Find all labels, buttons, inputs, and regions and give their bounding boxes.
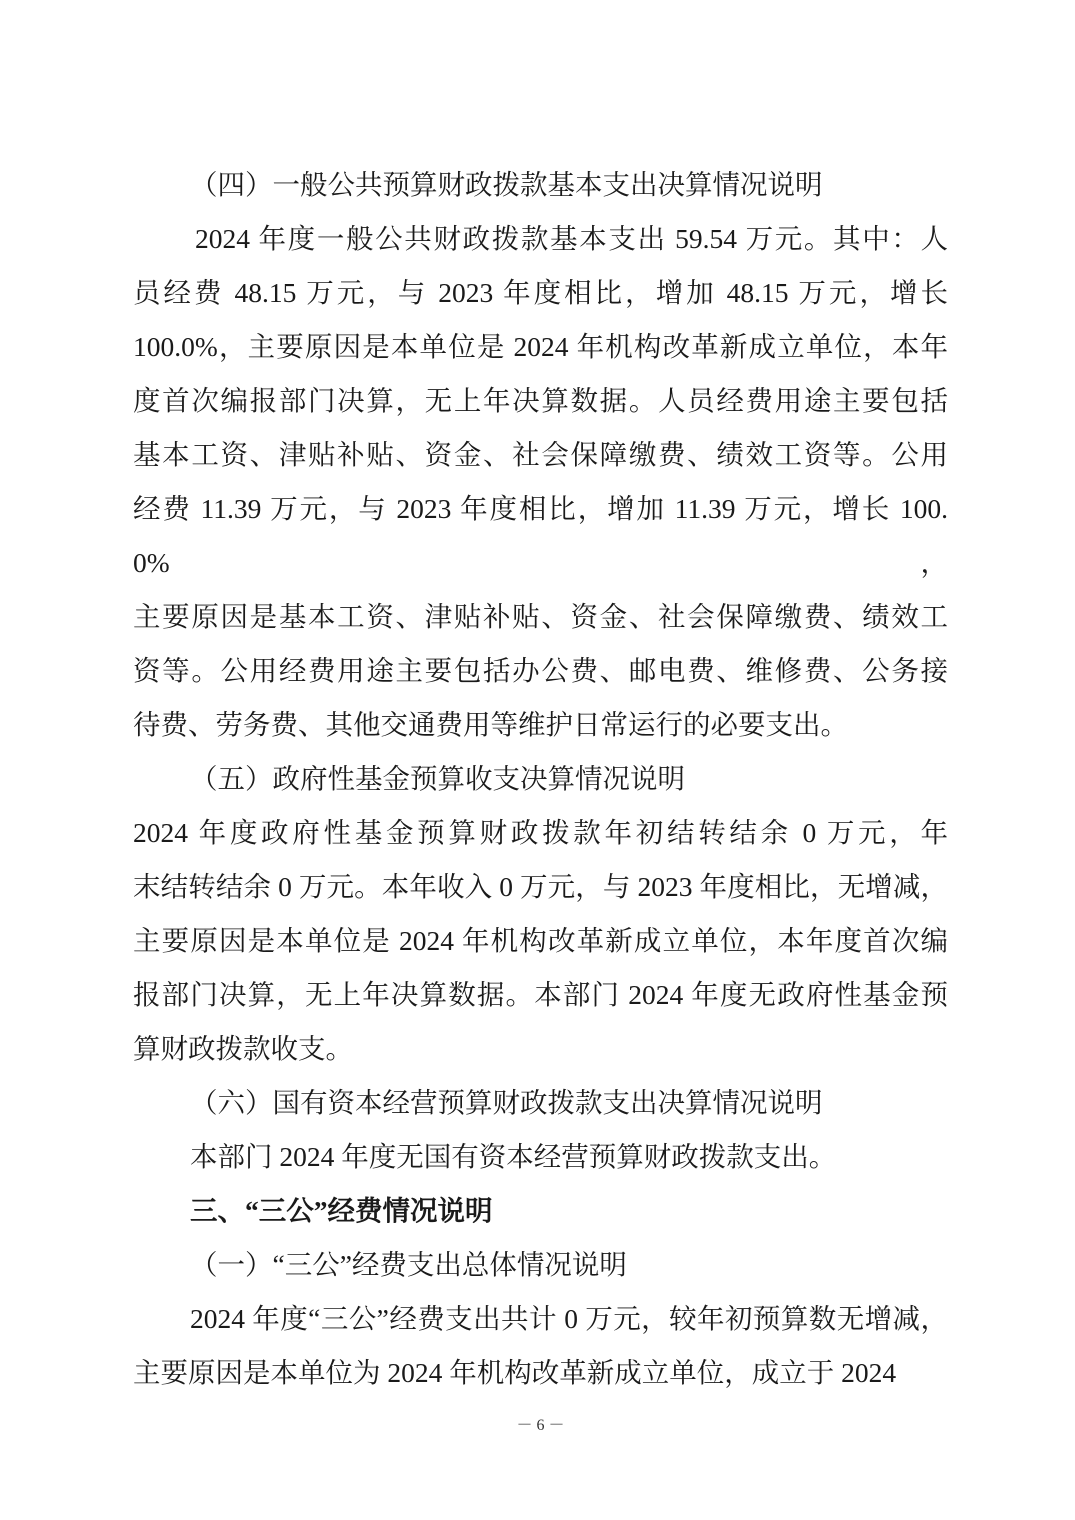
- paragraph-line: 待费、劳务费、其他交通费用等维护日常运行的必要支出。: [133, 709, 848, 740]
- paragraph-line: 末结转结余 0 万元。本年收入 0 万元，与 2023 年度相比，无增减，: [133, 871, 948, 902]
- section-heading: （一）“三公”经费支出总体情况说明: [190, 1249, 627, 1280]
- paragraph-line: 报部门决算，无上年决算数据。本部门 2024 年度无政府性基金预: [133, 979, 948, 1010]
- paragraph-line: 2024 年度“三公”经费支出共计 0 万元，较年初预算数无增减，: [190, 1303, 948, 1334]
- paragraph-line: 度首次编报部门决算，无上年决算数据。人员经费用途主要包括: [133, 385, 948, 416]
- paragraph-line: 主要原因是本单位为 2024 年机构改革新成立单位，成立于 2024: [133, 1357, 897, 1388]
- section-heading: （六）国有资本经营预算财政拨款支出决算情况说明: [190, 1087, 823, 1118]
- paragraph-line: 2024 年度一般公共财政拨款基本支出 59.54 万元。其中：人: [195, 223, 948, 254]
- paragraph-line: 主要原因是本单位是 2024 年机构改革新成立单位，本年度首次编: [133, 925, 948, 956]
- paragraph-line: 本部门 2024 年度无国有资本经营预算财政拨款支出。: [190, 1141, 837, 1172]
- section-heading: （五）政府性基金预算收支决算情况说明: [190, 763, 685, 794]
- page-number: － 6 －: [516, 1417, 565, 1434]
- paragraph-line: 算财政拨款收支。: [133, 1033, 353, 1064]
- paragraph-line: 100.0%，主要原因是本单位是 2024 年机构改革新成立单位，本年: [133, 331, 948, 362]
- paragraph-line: 资等。公用经费用途主要包括办公费、邮电费、维修费、公务接: [133, 655, 948, 686]
- paragraph-line: 员经费 48.15 万元，与 2023 年度相比，增加 48.15 万元，增长: [133, 277, 948, 308]
- paragraph-line: 2024 年度政府性基金预算财政拨款年初结转结余 0 万元，年: [133, 817, 948, 848]
- section-heading: （四）一般公共预算财政拨款基本支出决算情况说明: [190, 169, 823, 200]
- paragraph-line: 主要原因是基本工资、津贴补贴、资金、社会保障缴费、绩效工: [133, 601, 948, 632]
- paragraph-line: 经费 11.39 万元，与 2023 年度相比，增加 11.39 万元，增长 100.0%，: [133, 493, 948, 578]
- part-heading: 三、“三公”经费情况说明: [190, 1195, 493, 1226]
- document-body: [133, 158, 948, 1438]
- paragraph-line: 基本工资、津贴补贴、资金、社会保障缴费、绩效工资等。公用: [133, 439, 948, 470]
